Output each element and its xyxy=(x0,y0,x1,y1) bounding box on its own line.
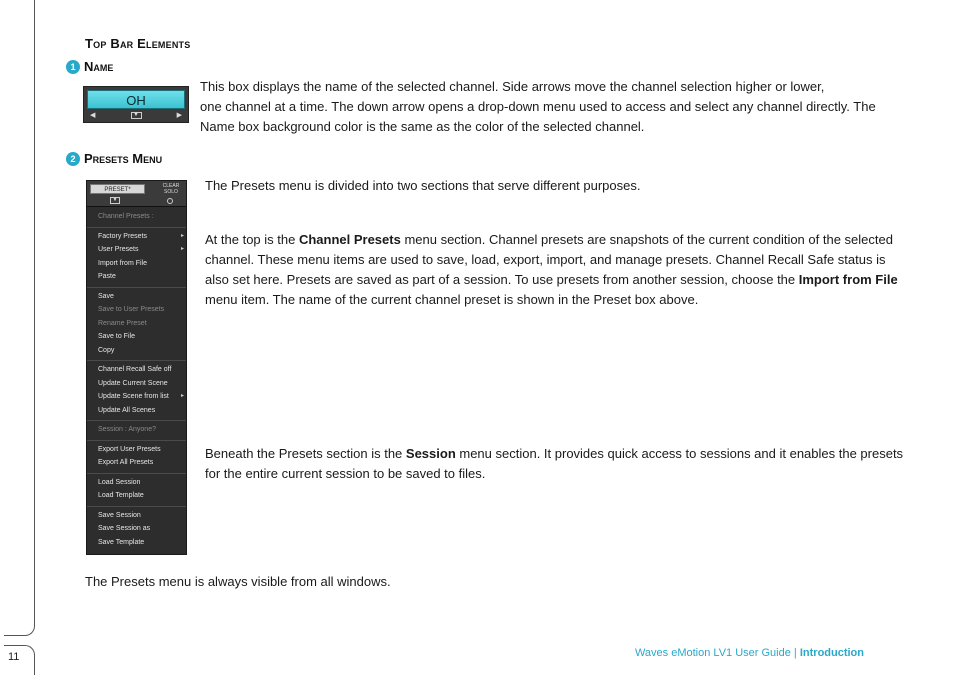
menu-item[interactable]: Update Current Scene xyxy=(98,379,168,387)
margin-bracket-top xyxy=(4,610,35,636)
page-footer xyxy=(635,647,864,659)
menu-item[interactable]: Load Session xyxy=(98,478,141,486)
menu-item[interactable]: Factory Presets ▸ xyxy=(87,230,186,244)
menu-item[interactable]: Copy xyxy=(98,346,115,354)
menu-item[interactable]: Save Template xyxy=(98,538,145,546)
menu-item[interactable]: Save xyxy=(98,292,114,300)
menu-separator xyxy=(87,360,186,361)
preset-button[interactable]: PRESET* xyxy=(90,184,145,194)
name-heading-text: Name xyxy=(84,59,114,74)
preset-bar xyxy=(87,181,186,207)
menu-item[interactable]: Save Session xyxy=(98,511,141,519)
margin-line xyxy=(34,0,35,622)
menu-item[interactable]: Export User Presets xyxy=(98,445,161,453)
menu-item: Rename Preset xyxy=(98,319,147,327)
menu-item[interactable]: Save to File xyxy=(98,333,135,340)
channel-presets-term: Channel Presets xyxy=(298,232,401,247)
presets-heading xyxy=(66,151,162,166)
channel-presets-description xyxy=(205,230,910,310)
name-description-line: one channel at a time. The down arrow opens a drop-down menu used to access and select any channel directly. The xyxy=(200,99,876,114)
session-description xyxy=(205,444,905,484)
menu-item[interactable]: Channel Recall Safe off xyxy=(98,366,172,373)
channel-name-field[interactable]: OH xyxy=(87,90,185,109)
menu-separator xyxy=(87,440,186,441)
menu-item: Save to User Presets xyxy=(98,306,165,313)
menu-separator xyxy=(87,287,186,288)
menu-item: Channel Presets : xyxy=(98,213,154,220)
prev-channel-arrow-icon[interactable]: ◀ xyxy=(90,112,96,119)
text-span: Beneath the Presets section is the xyxy=(205,446,406,461)
menu-separator xyxy=(87,420,186,421)
text-span: menu section. It provides quick access to sessions and it enables the presets for the entire current session to be saved to files. xyxy=(205,446,904,481)
badge-2: 2 xyxy=(66,152,80,166)
text-span: At the top is the xyxy=(205,232,299,247)
import-from-file-term: Import from File xyxy=(798,272,898,287)
section-title: Top Bar Elements xyxy=(85,36,191,51)
name-box-widget xyxy=(83,86,189,123)
menu-separator xyxy=(87,473,186,474)
menu-item[interactable]: Load Template xyxy=(98,492,144,499)
presets-heading-text: Presets Menu xyxy=(84,151,163,166)
menu-item[interactable]: Save Session as xyxy=(98,525,151,532)
preset-dropdown-arrow-icon[interactable]: ▼ xyxy=(110,197,120,204)
presets-dropdown-menu xyxy=(87,207,186,549)
clear-solo-label: CLEAR xyxy=(162,183,180,189)
menu-item[interactable]: Update All Scenes xyxy=(98,406,156,414)
name-heading xyxy=(66,59,113,74)
clear-solo-button[interactable] xyxy=(158,183,184,195)
footer-chapter: Introduction xyxy=(799,647,864,659)
menu-item[interactable]: User Presets ▸ xyxy=(87,243,186,257)
menu-item[interactable]: Paste xyxy=(98,273,116,280)
badge-1: 1 xyxy=(66,60,80,74)
menu-item[interactable]: Update Scene from list ▸ xyxy=(87,390,186,404)
text-span: menu section. Channel presets are snapshots of the current condition of the selected channel. These menu items are used to save, load, export, import, and manage presets. Channel Recall Safe status is also set here. Presets are saved as part of a session. To use presets from another session, choose the xyxy=(205,232,893,287)
name-description xyxy=(200,77,920,137)
text-span: menu item. The name of the current channel preset is shown in the Preset box above. xyxy=(205,292,699,307)
menu-item[interactable]: Export All Presets xyxy=(98,459,154,466)
footer-separator: | xyxy=(793,647,797,659)
channel-dropdown-arrow-icon[interactable]: ▼ xyxy=(131,112,142,119)
presets-menu-widget xyxy=(86,180,187,555)
presets-intro: The Presets menu is divided into two sections that serve different purposes. xyxy=(205,178,641,193)
name-description-line: This box displays the name of the selected channel. Side arrows move the channel selection higher or lower, xyxy=(200,79,825,94)
menu-separator xyxy=(87,506,186,507)
session-term: Session xyxy=(405,446,456,461)
page-number: 11 xyxy=(8,651,20,663)
name-description-line: Name box background color is the same as the color of the selected channel. xyxy=(200,119,645,134)
menu-item: Session : Anyone? xyxy=(98,426,156,433)
solo-indicator-icon[interactable] xyxy=(167,198,173,204)
next-channel-arrow-icon[interactable]: ▶ xyxy=(176,112,182,119)
clear-solo-label: SOLO xyxy=(164,189,178,195)
presets-closing-note: The Presets menu is always visible from all windows. xyxy=(85,574,391,589)
menu-separator xyxy=(87,227,186,228)
menu-item[interactable]: Import from File xyxy=(98,259,148,267)
footer-guide-title: Waves eMotion LV1 User Guide xyxy=(634,647,791,659)
